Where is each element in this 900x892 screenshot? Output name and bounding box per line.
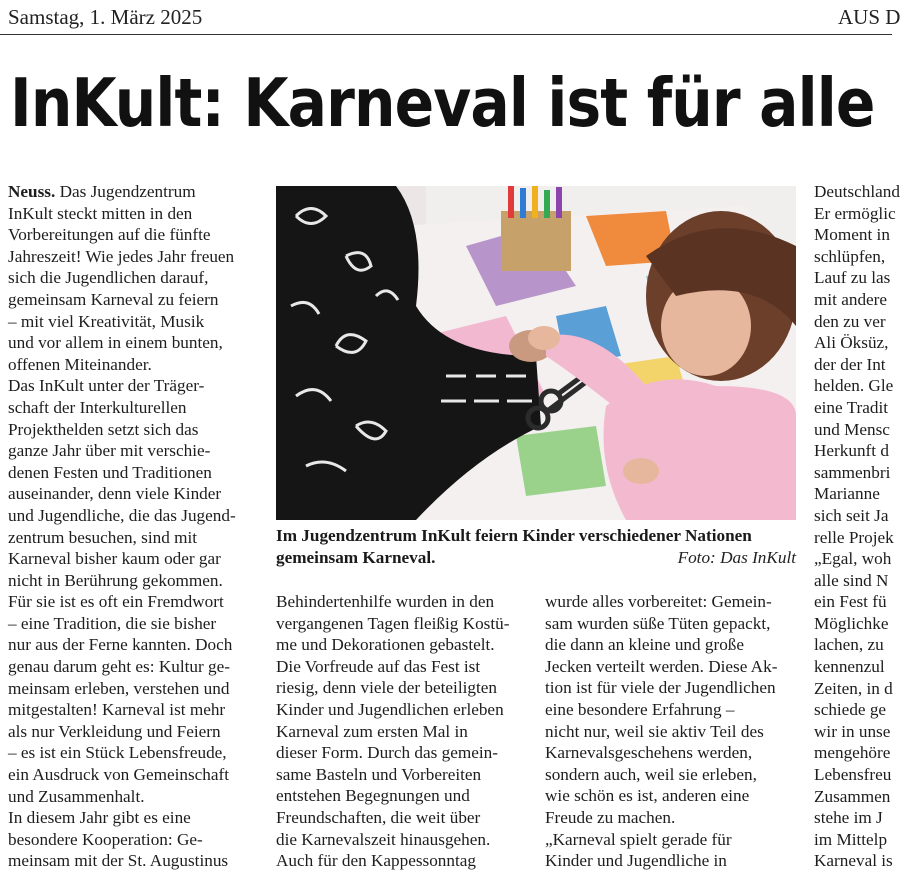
text-line: nicht nur, weil sie aktiv Teil des	[545, 721, 764, 741]
text-line: die dann an kleine und große	[545, 635, 745, 655]
photo-caption	[276, 525, 796, 569]
text-line: nicht in Berührung gekommen.	[8, 570, 223, 590]
text-line: Projekthelden setzt sich das	[8, 419, 199, 439]
text-line: wir in unse	[814, 721, 891, 741]
text-line: nur aus der Ferne kannten. Doch	[8, 635, 233, 655]
text-line: sammenbri	[814, 462, 891, 482]
text-line: Kinder und Jugendlichen erleben	[276, 699, 504, 719]
text-line: Zusammen	[814, 786, 891, 806]
text-line: relle Projek	[814, 527, 894, 547]
text-line: Lebensfreu	[814, 765, 892, 785]
text-line: In diesem Jahr gibt es eine	[8, 808, 191, 828]
text-line: Er ermöglic	[814, 203, 896, 223]
text-line: Jecken verteilt werden. Diese Ak-	[545, 656, 778, 676]
text-line: ein Fest fü	[814, 592, 887, 612]
article-column-1	[8, 181, 262, 881]
text-line: Zeiten, in d	[814, 678, 893, 698]
text-line: und Zusammenhalt.	[8, 786, 145, 806]
text-line: Das InKult unter der Träger-	[8, 376, 205, 396]
text-line: schlüpfen,	[814, 246, 886, 266]
photo-children-crafting	[276, 186, 796, 520]
text-line: mitgestalten! Karneval ist mehr	[8, 700, 226, 720]
text-line: und vor allem in einem bunten,	[8, 333, 223, 353]
text-line: Lauf zu las	[814, 268, 891, 288]
text-line: „Egal, woh	[814, 549, 892, 569]
text-line: – eine Tradition, die sie bisher	[8, 613, 217, 633]
text-line: Die Vorfreude auf das Fest ist	[276, 656, 481, 676]
text-line: Vorbereitungen auf die fünfte	[8, 225, 211, 245]
text-line: und Mensc	[814, 419, 890, 439]
text-line: der der Int	[814, 354, 886, 374]
article-column-4	[814, 181, 900, 881]
caption-line: gemeinsam Karneval.	[276, 548, 436, 567]
text-line: lachen, zu	[814, 635, 884, 655]
article-column-3	[545, 591, 801, 881]
text-line: – mit viel Kreativität, Musik	[8, 311, 205, 331]
text-line: eine Tradit	[814, 397, 889, 417]
text-line: offenen Miteinander.	[8, 354, 152, 374]
article-photo	[276, 186, 796, 520]
text-line: sich die Jugendlichen darauf,	[8, 268, 209, 288]
text-line: dieser Form. Durch das gemein-	[276, 743, 498, 763]
text-line: sam wurden süße Tüten gepackt,	[545, 613, 771, 633]
text-line: ganze Jahr über mit verschie-	[8, 441, 211, 461]
text-line: meinsam erleben, verstehen und	[8, 678, 230, 698]
text-line: als nur Verkleidung und Feiern	[8, 721, 221, 741]
text-line: den zu ver	[814, 311, 886, 331]
text-line: eine besondere Erfahrung –	[545, 699, 735, 719]
text-line: Möglichke	[814, 613, 889, 633]
text-line: denen Festen und Traditionen	[8, 462, 212, 482]
text-line: genau darum geht es: Kultur ge-	[8, 657, 230, 677]
dateline: Neuss.	[8, 182, 56, 201]
text-line: Herkunft d	[814, 441, 889, 461]
text-line: Karneval bisher kaum oder gar	[8, 549, 221, 569]
text-line: same Basteln und Vorbereiten	[276, 764, 482, 784]
text-line: Freundschaften, die weit über	[276, 807, 481, 827]
text-line: schaft der Interkulturellen	[8, 397, 187, 417]
text-line: die Karnevalszeit hinausgehen.	[276, 829, 491, 849]
text-line: vergangenen Tagen fleißig Kostü-	[276, 613, 510, 633]
caption-line: Im Jugendzentrum InKult feiern Kinder verschiedener Nationen	[276, 526, 752, 545]
text-line: tion ist für viele der Jugendlichen	[545, 678, 776, 698]
text-line: zentrum besuchen, sind mit	[8, 527, 198, 547]
text-line: alle sind N	[814, 570, 889, 590]
text-line-content: Das Jugendzentrum	[59, 182, 196, 201]
text-line: gemeinsam Karneval zu feiern	[8, 289, 219, 309]
text-line: – es ist ein Stück Lebensfreude,	[8, 743, 227, 763]
text-line: Ali Öksüz,	[814, 333, 889, 353]
page-header	[0, 0, 900, 35]
text-line: schiede ge	[814, 700, 887, 720]
text-line: kennenzul	[814, 657, 885, 677]
text-line: me und Dekorationen gebastelt.	[276, 635, 495, 655]
text-line: wie schön es ist, anderen eine	[545, 786, 750, 806]
text-line: Karneval zum ersten Mal in	[276, 721, 468, 741]
text-line: Jahreszeit! Wie jedes Jahr freuen	[8, 246, 235, 266]
text-line: helden. Gle	[814, 376, 894, 396]
issue-date: Samstag, 1. März 2025	[8, 5, 203, 29]
text-line: ein Ausdruck von Gemeinschaft	[8, 765, 229, 785]
text-line: Karneval is	[814, 851, 893, 871]
text-line: im Mittelp	[814, 829, 888, 849]
article-headline: InKult: Karneval ist für alle	[10, 64, 875, 142]
text-line: sich seit Ja	[814, 505, 889, 525]
text-line: Auch für den Kappessonntag	[276, 851, 476, 871]
text-line	[8, 181, 262, 203]
text-line: mengehöre	[814, 743, 891, 763]
text-line: Deutschland	[814, 182, 900, 201]
text-line: Moment in	[814, 225, 890, 245]
text-line: sondern auch, weil sie erleben,	[545, 764, 757, 784]
article-column-2	[276, 591, 532, 881]
text-line: riesig, denn viele der beteiligten	[276, 678, 497, 698]
section-label: AUS D	[838, 5, 900, 29]
photo-credit: Foto: Das InKult	[677, 548, 796, 567]
text-line: Marianne	[814, 484, 880, 504]
text-line: mit andere	[814, 289, 888, 309]
text-line: Behindertenhilfe wurden in den	[276, 592, 495, 611]
text-line: meinsam mit der St. Augustinus	[8, 851, 229, 871]
text-line: Freude zu machen.	[545, 807, 676, 827]
text-line: Kinder und Jugendliche in	[545, 851, 727, 871]
text-line: stehe im J	[814, 808, 883, 828]
text-line: auseinander, denn viele Kinder	[8, 484, 222, 504]
text-line: Für sie ist es oft ein Fremdwort	[8, 592, 224, 612]
text-line: InKult steckt mitten in den	[8, 203, 193, 223]
text-line: und Jugendliche, die das Jugend-	[8, 505, 236, 525]
text-line: wurde alles vorbereitet: Gemein-	[545, 592, 772, 611]
text-line: besondere Kooperation: Ge-	[8, 829, 203, 849]
text-line: Karnevalsgeschehens werden,	[545, 743, 753, 763]
text-line: entstehen Begegnungen und	[276, 786, 470, 806]
text-line: „Karneval spielt gerade für	[545, 829, 732, 849]
